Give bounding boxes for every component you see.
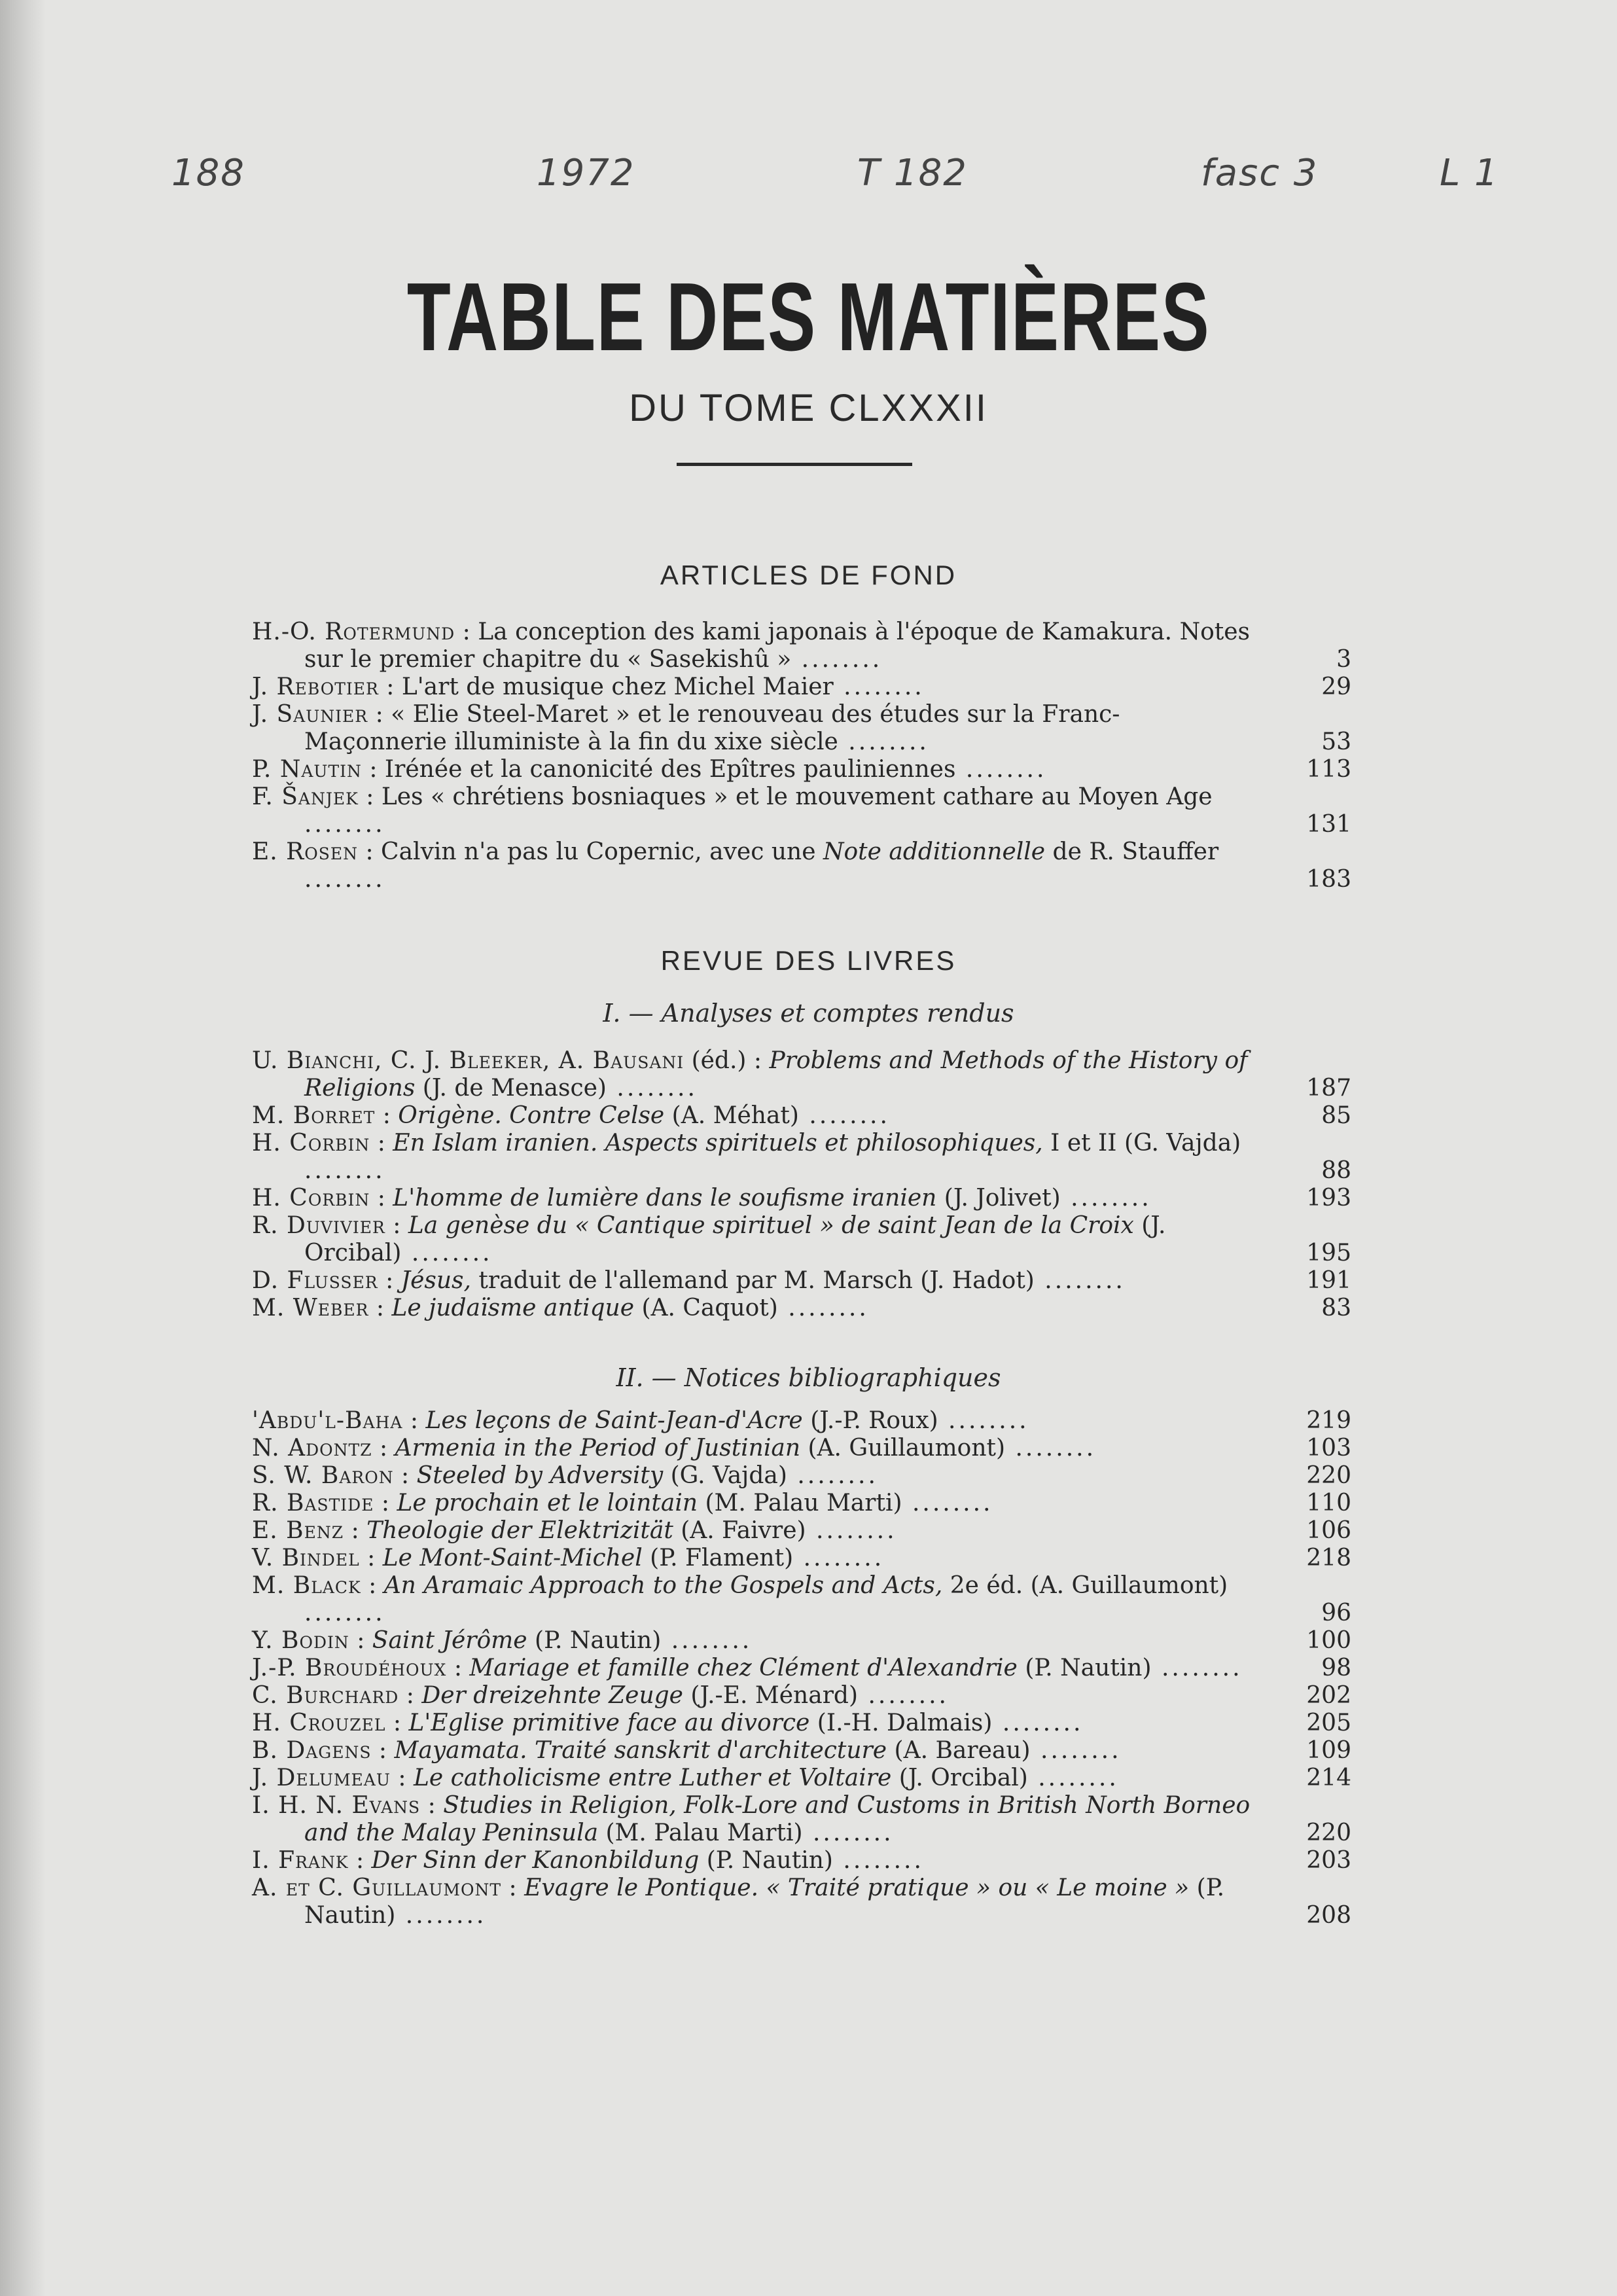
toc-entry <box>252 1212 1351 1267</box>
dot-leader: ........ <box>1027 1765 1119 1791</box>
toc-entry <box>252 1765 1351 1792</box>
toc-entry <box>252 1847 1351 1874</box>
subsection-heading-analyses: I. — Analyses et comptes rendus <box>603 999 1014 1028</box>
title-divider <box>677 463 912 466</box>
entry-text: : <box>372 1435 395 1462</box>
entry-reviewer: (A. Guillaumont) <box>800 1435 1006 1462</box>
toc-entry <box>252 1047 1351 1102</box>
toc-entry <box>252 1185 1351 1212</box>
analyses-list <box>252 1047 1351 1322</box>
entry-text: : <box>348 1847 372 1874</box>
entry-reviewer: 2e éd. (A. Guillaumont) <box>942 1572 1228 1599</box>
dot-leader: ........ <box>395 1902 487 1929</box>
entry-author: R. Bastide <box>252 1490 374 1516</box>
entry-text: : <box>446 1655 470 1681</box>
entry-page-number: 106 <box>1306 1517 1351 1544</box>
toc-entry <box>252 1102 1351 1130</box>
entry-title: La genèse du « Cantique spirituel » de saint Jean de la Croix <box>408 1212 1134 1239</box>
entry-page-number: 202 <box>1306 1682 1351 1709</box>
entry-title: Les leçons de Saint-Jean-d'Acre <box>425 1407 803 1434</box>
entry-title: Saint Jérôme <box>372 1627 527 1654</box>
entry-author: E. Benz <box>252 1517 344 1544</box>
toc-entry <box>252 1517 1351 1545</box>
entry-author: J. Rebotier <box>252 673 379 700</box>
handwritten-annotations <box>164 152 1538 211</box>
entry-page-number: 220 <box>1306 1462 1351 1489</box>
subsection-heading-notices: II. — Notices bibliographiques <box>616 1363 1001 1392</box>
entry-text: : <box>349 1627 372 1654</box>
entry-page-number: 203 <box>1306 1847 1351 1874</box>
entry-page-number: 208 <box>1306 1902 1351 1929</box>
dot-leader: ........ <box>858 1682 949 1709</box>
toc-entry <box>252 1737 1351 1765</box>
toc-entry <box>252 1267 1351 1295</box>
entry-reviewer: (J. Orcibal) <box>304 1212 1166 1266</box>
entry-text: : <box>375 1102 399 1129</box>
dot-leader: ........ <box>304 1600 385 1626</box>
entry-author: N. Adontz <box>252 1435 372 1462</box>
dot-leader: ........ <box>304 866 385 893</box>
entry-text: : <box>370 1130 393 1157</box>
entry-text: : <box>344 1517 367 1544</box>
entry-text: : <box>374 1490 397 1516</box>
dot-leader: ........ <box>791 646 883 673</box>
entry-page-number: 219 <box>1306 1407 1351 1434</box>
entry-reviewer: (P. Nautin) <box>699 1847 833 1874</box>
dot-leader: ........ <box>802 1820 894 1846</box>
dot-leader: ........ <box>1030 1737 1122 1764</box>
entry-reviewer: (J.-E. Ménard) <box>683 1682 858 1709</box>
entry-author: A. et C. Guillaumont <box>252 1874 502 1901</box>
handwritten-note: 1972 <box>537 152 635 194</box>
entry-page-number: 85 <box>1321 1102 1351 1129</box>
toc-entry <box>252 1627 1351 1655</box>
entry-title: Steeled by Adversity <box>416 1462 664 1489</box>
entry-title: Armenia in the Period of Justinian <box>395 1435 801 1462</box>
entry-author: H. Corbin <box>252 1130 370 1157</box>
dot-leader: ........ <box>606 1075 698 1102</box>
entry-title: An Aramaic Approach to the Gospels and Acts, <box>383 1572 943 1599</box>
toc-entry <box>252 1655 1351 1682</box>
toc-entry <box>252 1710 1351 1737</box>
entry-author: H. Corbin <box>252 1185 370 1211</box>
entry-reviewer: (A. Méhat) <box>664 1102 799 1129</box>
entry-page-number: 83 <box>1321 1295 1351 1321</box>
entry-author: R. Duvivier <box>252 1212 385 1239</box>
dot-leader: ........ <box>902 1490 993 1516</box>
entry-page-number: 214 <box>1306 1765 1351 1791</box>
dot-leader: ........ <box>304 1157 385 1184</box>
dot-leader: ........ <box>777 1295 869 1321</box>
toc-entry <box>252 1792 1351 1847</box>
entry-text: : <box>420 1792 444 1819</box>
entry-page-number: 53 <box>1321 728 1351 755</box>
entry-text: : La conception des kami japonais à l'époque de Kamakura. Notes sur le premier chapitre du « Sasekishû » <box>304 619 1250 673</box>
entry-author: J. Saunier <box>252 701 368 728</box>
entry-title: Le Mont-Saint-Michel <box>382 1545 643 1571</box>
page-title: TABLE DES MATIÈRES <box>406 263 1211 371</box>
entry-author: F. Šanjek <box>252 783 359 810</box>
entry-author: H. Crouzel <box>252 1710 386 1736</box>
entry-page-number: 195 <box>1306 1240 1351 1266</box>
entry-page-number: 109 <box>1306 1737 1351 1764</box>
toc-entry <box>252 838 1351 893</box>
toc-entry <box>252 1462 1351 1490</box>
entry-reviewer: (A. Faivre) <box>673 1517 806 1544</box>
dot-leader: ........ <box>1151 1655 1243 1681</box>
entry-page-number: 3 <box>1336 646 1351 673</box>
entry-author: H.-O. Rotermund <box>252 619 455 645</box>
entry-text: : <box>368 1295 392 1321</box>
toc-entry <box>252 1130 1351 1185</box>
entry-reviewer: (J. Orcibal) <box>891 1765 1028 1791</box>
entry-text: : <box>359 1545 383 1571</box>
entry-text: : <box>385 1212 408 1239</box>
entry-title: Le prochain et le lointain <box>397 1490 698 1516</box>
dot-leader: ........ <box>992 1710 1084 1736</box>
entry-author: J.-P. Broudéhoux <box>252 1655 447 1681</box>
entry-text: : <box>371 1737 395 1764</box>
entry-text: : <box>385 1710 409 1736</box>
entry-title: Mayamata. Traité sanskrit d'architecture <box>394 1737 887 1764</box>
entry-reviewer: traduit de l'allemand par M. Marsch (J. Hadot) <box>471 1267 1035 1294</box>
entry-title: Studies in Religion, Folk-Lore and Customs in British North Borneo and the Malay Peninsula <box>304 1792 1251 1846</box>
entry-page-number: 187 <box>1306 1075 1351 1102</box>
entry-text: : <box>370 1185 393 1211</box>
dot-leader: ........ <box>798 1102 890 1129</box>
dot-leader: ........ <box>832 1847 924 1874</box>
entry-reviewer: (J. Jolivet) <box>936 1185 1061 1211</box>
entry-title: Evagre le Pontique. « Traité pratique » ou « Le moine » <box>524 1874 1190 1901</box>
entry-author: M. Borret <box>252 1102 376 1129</box>
entry-text: : <box>501 1874 525 1901</box>
dot-leader: ........ <box>793 1545 885 1571</box>
articles-list <box>252 619 1351 893</box>
entry-author: M. Black <box>252 1572 361 1599</box>
toc-entry <box>252 756 1351 783</box>
handwritten-note: L 1 <box>1440 152 1499 194</box>
entry-page-number: 100 <box>1306 1627 1351 1654</box>
entry-page-number: 103 <box>1306 1435 1351 1462</box>
entry-author: I. H. N. Evans <box>252 1792 421 1819</box>
entry-reviewer: I et II (G. Vajda) <box>1042 1130 1241 1157</box>
dot-leader: ........ <box>1034 1267 1126 1294</box>
entry-title: Origène. Contre Celse <box>398 1102 665 1129</box>
entry-title: Der dreizehnte Zeuge <box>421 1682 683 1709</box>
dot-leader: ........ <box>661 1627 753 1654</box>
entry-text: : Les « chrétiens bosniaques » et le mouvement cathare au Moyen Age <box>358 783 1213 810</box>
entry-page-number: 131 <box>1306 811 1351 838</box>
section-heading-revue: REVUE DES LIVRES <box>660 945 957 976</box>
entry-author: I. Frank <box>252 1847 349 1874</box>
handwritten-note: 188 <box>171 152 245 194</box>
entry-page-number: 113 <box>1306 756 1351 783</box>
toc-entry <box>252 1490 1351 1517</box>
entry-title: Le catholicisme entre Luther et Voltaire <box>413 1765 892 1791</box>
entry-title: Problems and Methods of the History of Religions <box>304 1047 1248 1102</box>
handwritten-note: T 182 <box>857 152 968 194</box>
entry-reviewer: (A. Bareau) <box>887 1737 1031 1764</box>
entry-author: U. Bianchi, C. J. Bleeker, A. Bausani <box>252 1047 684 1074</box>
entry-page-number: 96 <box>1321 1600 1351 1626</box>
entry-author: V. Bindel <box>252 1545 360 1571</box>
entry-author: J. Delumeau <box>252 1765 391 1791</box>
entry-reviewer: de R. Stauffer <box>1045 838 1219 865</box>
toc-entry <box>252 1572 1351 1627</box>
entry-page-number: 191 <box>1306 1267 1351 1294</box>
entry-page-number: 29 <box>1321 673 1351 700</box>
toc-entry <box>252 673 1351 701</box>
entry-title: Der Sinn der Kanonbildung <box>371 1847 700 1874</box>
entry-text: : <box>361 1572 384 1599</box>
page-subtitle: DU TOME CLXXXII <box>629 387 988 429</box>
entry-title: L'Eglise primitive face au divorce <box>408 1710 810 1736</box>
entry-reviewer: (P. Nautin) <box>304 1874 1225 1929</box>
entry-title: Note additionnelle <box>823 838 1046 865</box>
toc-entry <box>252 783 1351 838</box>
entry-author: D. Flusser <box>252 1267 378 1294</box>
entry-text: : Calvin n'a pas lu Copernic, avec une <box>358 838 823 865</box>
entry-text: : <box>393 1462 417 1489</box>
entry-text: : « Elie Steel-Maret » et le renouveau des études sur la Franc-Maçonnerie illuministe à la fin du xixe siècle <box>304 701 1120 755</box>
dot-leader: ........ <box>955 756 1047 783</box>
entry-title: Theologie der Elektrizität <box>366 1517 673 1544</box>
toc-entry <box>252 1407 1351 1435</box>
entry-author: Y. Bodin <box>252 1627 349 1654</box>
entry-page-number: 98 <box>1321 1655 1351 1681</box>
entry-title: L'homme de lumière dans le soufisme iranien <box>393 1185 937 1211</box>
entry-text: : <box>402 1407 426 1434</box>
entry-reviewer: (P. Flament) <box>642 1545 794 1571</box>
entry-reviewer: (G. Vajda) <box>663 1462 787 1489</box>
toc-entry <box>252 1545 1351 1572</box>
entry-text: (éd.) : <box>684 1047 770 1074</box>
entry-reviewer: (M. Palau Marti) <box>698 1490 902 1516</box>
entry-reviewer: (I.-H. Dalmais) <box>809 1710 993 1736</box>
entry-page-number: 88 <box>1321 1157 1351 1184</box>
entry-title: Le judaïsme antique <box>391 1295 635 1321</box>
toc-entry <box>252 619 1351 673</box>
toc-entry <box>252 1874 1351 1929</box>
entry-author: S. W. Baron <box>252 1462 394 1489</box>
entry-reviewer: (P. Nautin) <box>527 1627 662 1654</box>
entry-author: M. Weber <box>252 1295 369 1321</box>
entry-page-number: 205 <box>1306 1710 1351 1736</box>
toc-entry <box>252 1295 1351 1322</box>
dot-leader: ........ <box>1060 1185 1152 1211</box>
dot-leader: ........ <box>838 728 929 755</box>
dot-leader: ........ <box>1005 1435 1097 1462</box>
entry-reviewer: (P. Nautin) <box>1017 1655 1152 1681</box>
entry-text: : Irénée et la canonicité des Epîtres pauliniennes <box>361 756 956 783</box>
dot-leader: ........ <box>833 673 925 700</box>
entry-reviewer: (J. de Menasce) <box>415 1075 607 1102</box>
entry-page-number: 110 <box>1306 1490 1351 1516</box>
entry-page-number: 220 <box>1306 1820 1351 1846</box>
entry-author: C. Burchard <box>252 1682 399 1709</box>
dot-leader: ........ <box>806 1517 897 1544</box>
entry-title: Mariage et famille chez Clément d'Alexandrie <box>469 1655 1018 1681</box>
entry-page-number: 218 <box>1306 1545 1351 1571</box>
entry-reviewer: (M. Palau Marti) <box>598 1820 803 1846</box>
entry-author: E. Rosen <box>252 838 359 865</box>
entry-text: : <box>390 1765 414 1791</box>
entry-reviewer: (A. Caquot) <box>634 1295 778 1321</box>
toc-entry <box>252 1682 1351 1710</box>
entry-text: : <box>399 1682 422 1709</box>
entry-reviewer: (J.-P. Roux) <box>802 1407 938 1434</box>
entry-text: : <box>378 1267 401 1294</box>
dot-leader: ........ <box>304 811 385 838</box>
toc-entry <box>252 1435 1351 1462</box>
dot-leader: ........ <box>401 1240 493 1266</box>
entry-page-number: 183 <box>1306 866 1351 893</box>
scan-edge <box>0 0 46 2296</box>
entry-title: Jésus, <box>400 1267 471 1294</box>
section-heading-articles: ARTICLES DE FOND <box>660 560 957 590</box>
entry-author: P. Nautin <box>252 756 362 783</box>
entry-page-number: 193 <box>1306 1185 1351 1211</box>
entry-author: 'Abdu'l-Baha <box>252 1407 403 1434</box>
dot-leader: ........ <box>938 1407 1029 1434</box>
handwritten-note: fasc 3 <box>1201 152 1319 194</box>
dot-leader: ........ <box>787 1462 878 1489</box>
notices-list <box>252 1407 1351 1929</box>
entry-text: : L'art de musique chez Michel Maier <box>378 673 834 700</box>
toc-entry <box>252 701 1351 756</box>
entry-title: En Islam iranien. Aspects spirituels et philosophiques, <box>393 1130 1043 1157</box>
entry-author: B. Dagens <box>252 1737 372 1764</box>
